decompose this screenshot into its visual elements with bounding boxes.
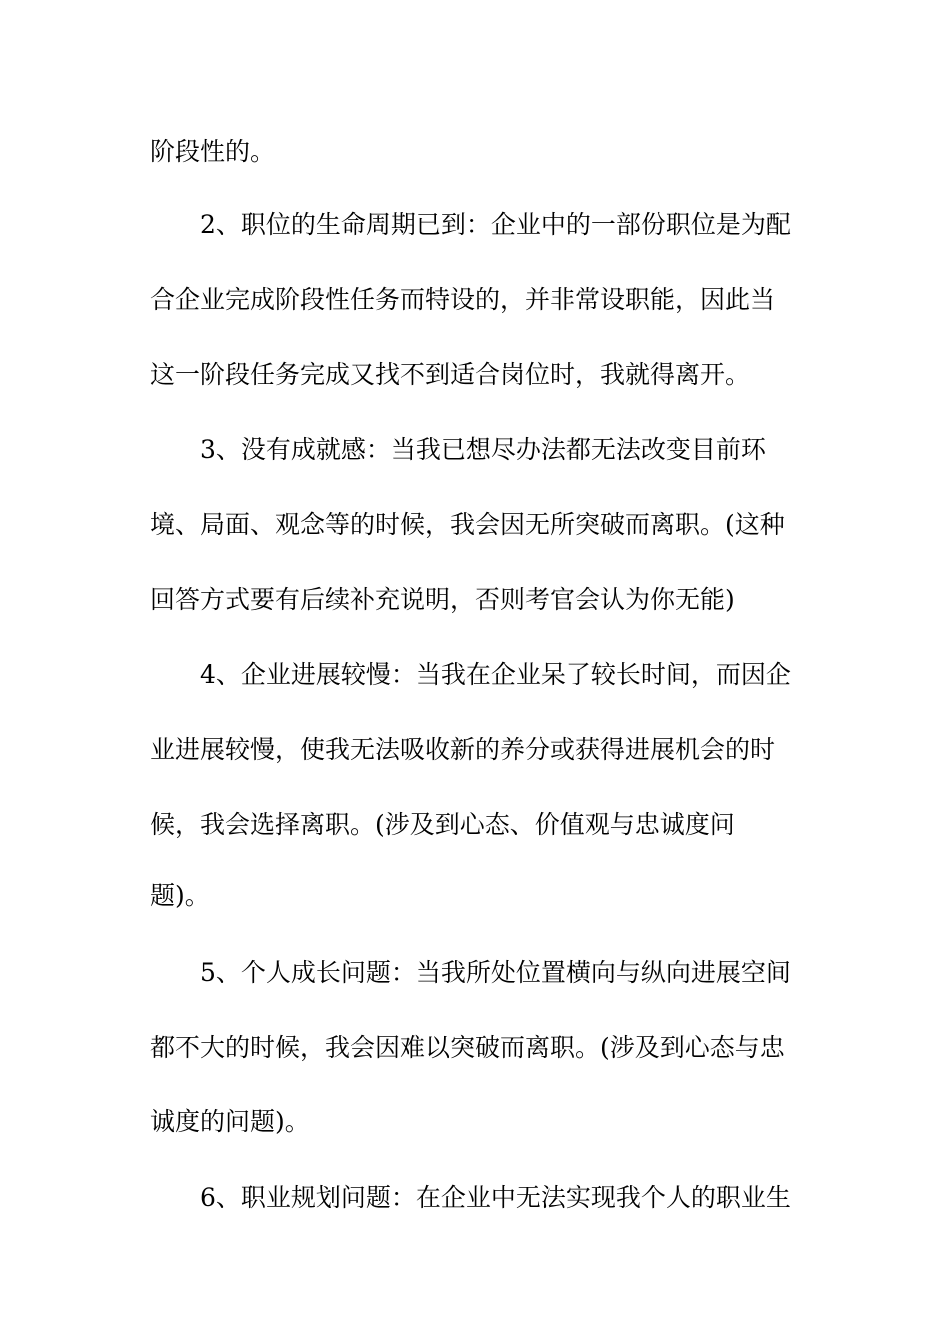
text-line: 境、局面、观念等的时候，我会因无所突破而离职。(这种 bbox=[150, 510, 785, 539]
text-line: 6、职业规划问题：在企业中无法实现我个人的职业生 bbox=[200, 1183, 791, 1212]
text-line: 4、企业进展较慢：当我在企业呆了较长时间，而因企 bbox=[200, 660, 791, 689]
text-line: 5、个人成长问题：当我所处位置横向与纵向进展空间 bbox=[200, 958, 791, 987]
text-line: 回答方式要有后续补充说明，否则考官会认为你无能) bbox=[150, 585, 735, 614]
text-line: 都不大的时候，我会因难以突破而离职。(涉及到心态与忠 bbox=[150, 1033, 785, 1062]
text-line: 题)。 bbox=[150, 881, 210, 910]
text-line: 候，我会选择离职。(涉及到心态、价值观与忠诚度问 bbox=[150, 810, 735, 839]
text-line: 2、职位的生命周期已到：企业中的一部份职位是为配 bbox=[200, 210, 791, 239]
text-line: 诚度的问题)。 bbox=[150, 1107, 310, 1136]
text-line: 3、没有成就感：当我已想尽办法都无法改变目前环 bbox=[200, 435, 766, 464]
text-line: 业进展较慢，使我无法吸收新的养分或获得进展机会的时 bbox=[150, 735, 776, 764]
text-line: 这一阶段任务完成又找不到适合岗位时，我就得离开。 bbox=[150, 360, 751, 389]
text-line: 阶段性的。 bbox=[150, 137, 276, 166]
text-line: 合企业完成阶段性任务而特设的，并非常设职能，因此当 bbox=[150, 285, 776, 314]
